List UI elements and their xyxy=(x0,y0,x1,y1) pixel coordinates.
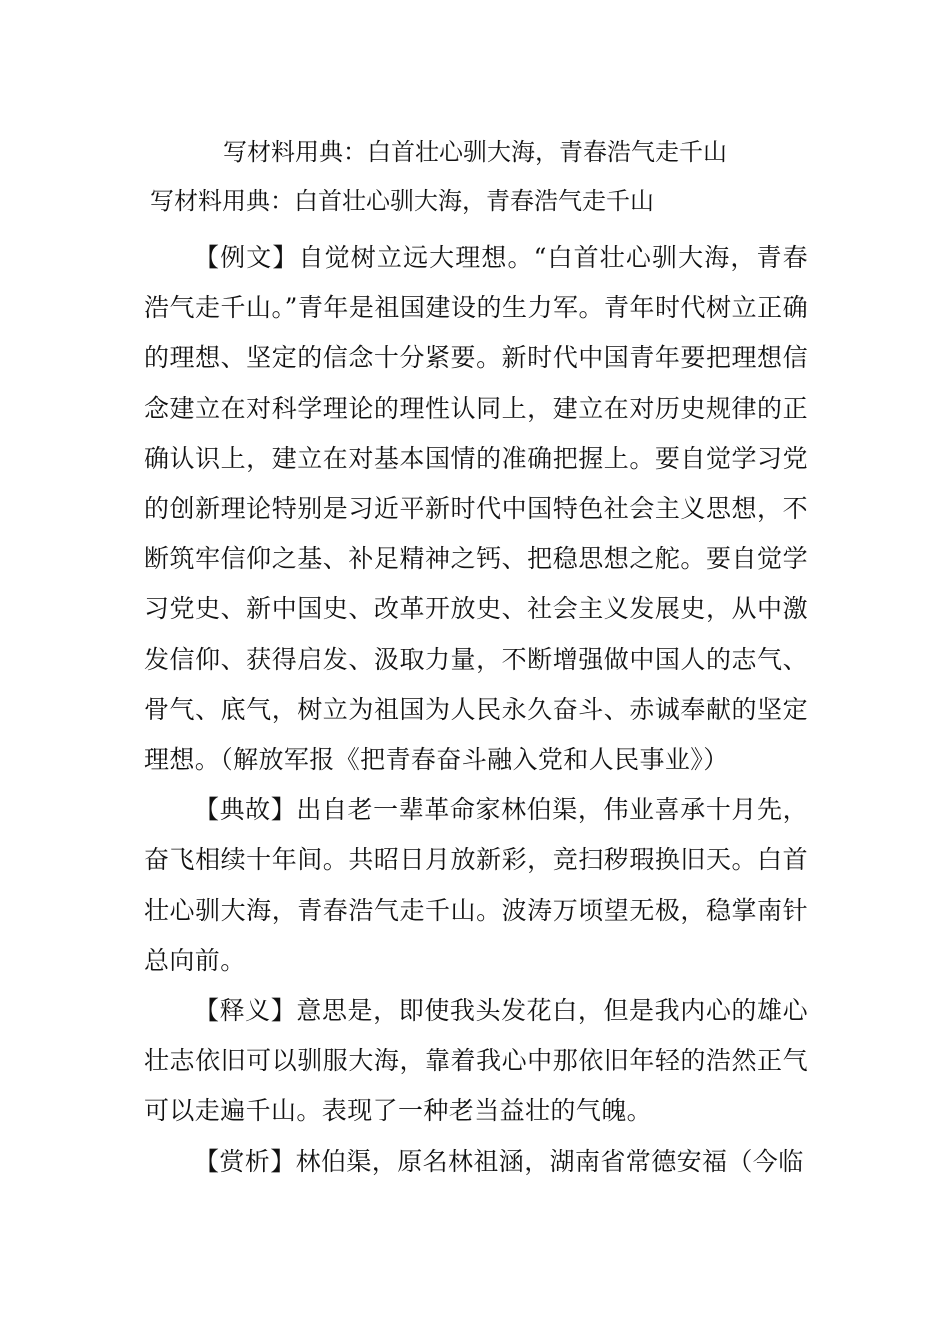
paragraph-allusion: 【典故】出自老一辈革命家林伯渠，伟业喜承十月先，奋飞相续十年间。共昭日月放新彩，竞扫秽瑕换旧天。白首壮心驯大海，青春浩气走千山。波涛万顷望无极，稳掌南针总向前。 xyxy=(144,795,808,975)
paragraph-meaning: 【释义】意思是，即使我头发花白，但是我内心的雄心壮志依旧可以驯服大海，靠着我心中那依旧年轻的浩然正气可以走遍千山。表现了一种老当益壮的气魄。 xyxy=(144,996,808,1126)
document-body xyxy=(144,233,808,1187)
document-title: 写材料用典：白首壮心驯大海，青春浩气走千山 xyxy=(223,138,727,166)
paragraph-example: 【例文】自觉树立远大理想。“白首壮心驯大海，青春浩气走千山。”青年是祖国建设的生力军。青年时代树立正确的理想、坚定的信念十分紧要。新时代中国青年要把理想信念建立在对科学理论的理性认同上，建立在对历史规律的正确认识上，建立在对基本国情的准确把握上。要自觉学习党的创新理论特别是习近平新时代中国特色社会主义思想，不断筑牢信仰之基、补足精神之钙、把稳思想之舵。要自觉学习党史、新中国史、改革开放史、社会主义发展史，从中激发信仰、获得启发、汲取力量，不断增强做中国人的志气、骨气、底气，树立为祖国为人民永久奋斗、赤诚奉献的坚定理想。（解放军报《把青春奋斗融入党和人民事业》） xyxy=(144,243,808,775)
document-subtitle: 写材料用典：白首壮心驯大海，青春浩气走千山 xyxy=(150,187,654,215)
paragraph-appreciation: 【赏析】林伯渠，原名林祖涵，湖南省常德安福（今临 xyxy=(194,1146,804,1176)
